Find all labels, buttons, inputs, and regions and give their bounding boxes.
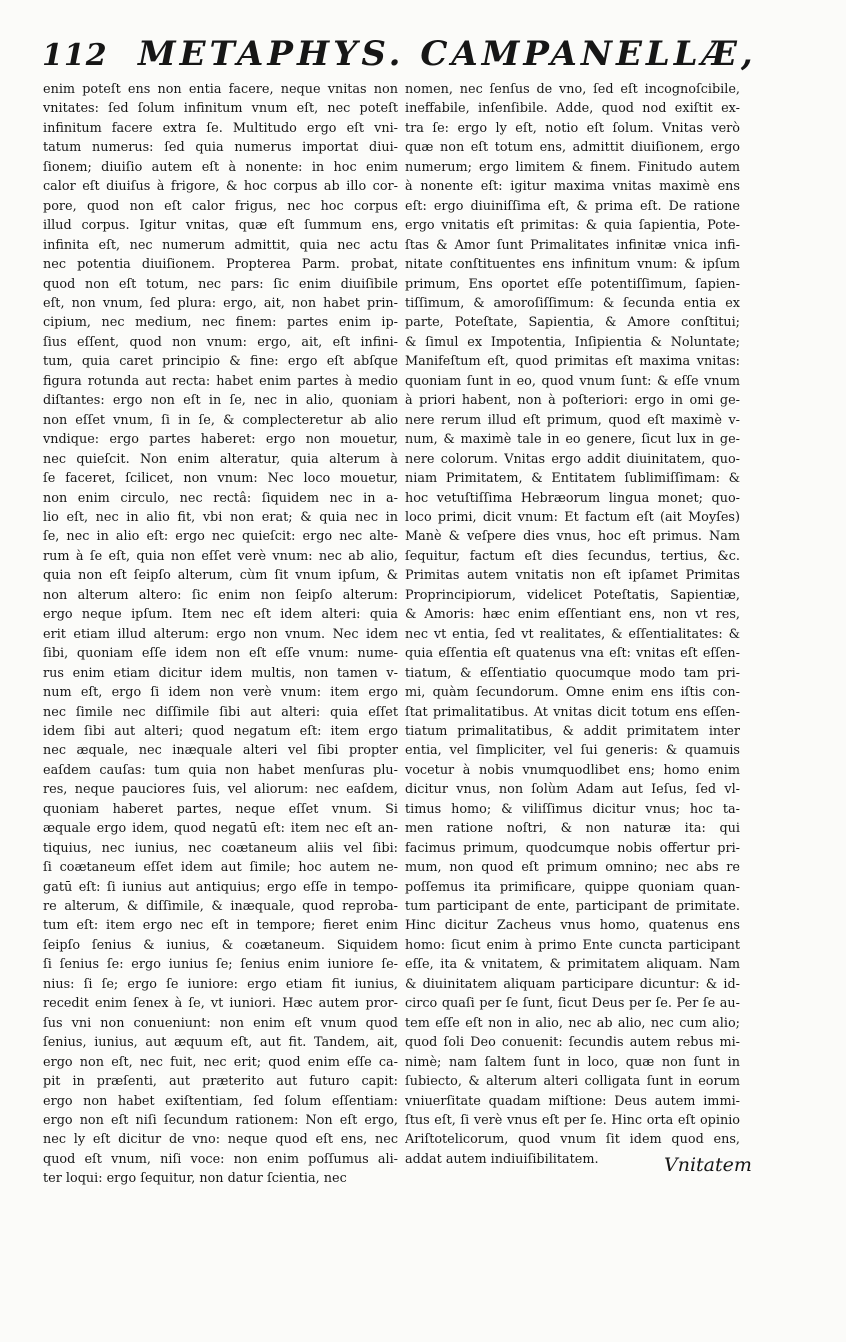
text-line: tiatum, & eſſentiatio quocumque modo tam pri- xyxy=(405,665,740,681)
text-line: quæ non eſt totum ens, admittit diuiſionem, ergo xyxy=(405,140,740,156)
text-line: rus enim etiam dicitur idem multis, non tamen v- xyxy=(43,665,398,681)
text-line: ſi ſenius ſe: ergo iunius ſe; ſenius enim iuniore ſe- xyxy=(43,957,398,973)
text-line: ſionem; diuiſio autem eſt à nonente: in hoc enim xyxy=(43,159,398,175)
text-line: tra ſe: ergo ly eſt, notio eſt ſolum. Vnitas verò xyxy=(405,120,740,136)
text-line: Proprincipiorum, videlicet Poteſtatis, Sapientiæ, xyxy=(405,587,740,603)
text-line: tatum numerus: ſed quia numerus importat diui- xyxy=(43,140,398,156)
text-line: vndique: ergo partes haberet: ergo non mouetur, xyxy=(43,432,398,448)
text-line: vniuerſitate quadam miſtione: Deus autem immi- xyxy=(405,1093,740,1109)
text-line: non enim circulo, nec rectâ: ſiquidem nec in a- xyxy=(43,490,398,506)
page-number: 112 xyxy=(42,38,108,73)
text-line: ergo non eſt, nec fuit, nec erit; quod enim eſſe ca- xyxy=(43,1054,398,1070)
text-line: nere rerum illud eſt primum, quod eſt maximè v- xyxy=(405,412,740,428)
text-line: nec vt entia, ſed vt realitates, & eſſentialitates: & xyxy=(405,626,740,642)
text-line: ſi coætaneum eſſet idem aut ſimile; hoc autem ne- xyxy=(43,860,398,876)
text-line: tum eſt: item ergo nec eſt in tempore; fieret enim xyxy=(43,918,398,934)
text-line: ergo vnitatis eſt primitas: & quia ſapientia, Pote- xyxy=(405,218,740,234)
text-line: ſe, nec in alio eſt: ergo nec quieſcit: ergo nec alte- xyxy=(43,529,398,545)
text-line: non alterum altero: ſic enim non ſeipſo alterum: xyxy=(43,587,398,603)
text-line: re alterum, & diſſimile, & inæquale, quod reproba- xyxy=(43,899,398,915)
text-line: calor eſt diuiſus à frigore, & hoc corpus ab illo cor- xyxy=(43,179,398,195)
text-line: & diuinitatem aliquam participare dicuntur: & id- xyxy=(405,976,740,992)
text-line: quoniam haberet partes, neque eſſet vnum. Si xyxy=(43,801,398,817)
text-line: quod non eſt totum, nec pars: ſic enim diuiſibile xyxy=(43,276,398,292)
text-line: ſe faceret, ſcilicet, non vnum: Nec loco mouetur, xyxy=(43,471,398,487)
text-line: num, & maximè tale in eo genere, ſicut lux in ge- xyxy=(405,432,740,448)
text-line: tum, quia caret principio & fine: ergo eſt abſque xyxy=(43,354,398,370)
text-line: vocetur à nobis vnumquodlibet ens; homo enim xyxy=(405,762,740,778)
text-line: non eſſet vnum, ſi in ſe, & complecteretur ab alio xyxy=(43,412,398,428)
text-line: quoniam ſunt in eo, quod vnum ſunt: & eſſe vnum xyxy=(405,373,740,389)
text-line: eaſdem cauſas: tum quia non habet menſuras plu- xyxy=(43,762,398,778)
text-line: primum, Ens oportet eſſe potentiſſimum, ſapien- xyxy=(405,276,740,292)
text-line: recedit enim ſenex à ſe, vt iuniori. Hæc autem pror- xyxy=(43,996,398,1012)
text-line: gatū eſt: ſi iunius aut antiquius; ergo eſſe in tempo- xyxy=(43,879,398,895)
text-line: figura rotunda aut recta: habet enim partes à medio xyxy=(43,373,398,389)
text-line: pore, quod non eſt calor frigus, nec hoc corpus xyxy=(43,198,398,214)
text-line: ineffabile, inſenſibile. Adde, quod nod exiſtit ex- xyxy=(405,101,740,117)
text-line: quod ſoli Deo conuenit: ſecundis autem rebus mi- xyxy=(405,1035,740,1051)
right-text-column xyxy=(405,80,740,1169)
text-line: Manè & veſpere dies vnus, hoc eſt primus. Nam xyxy=(405,529,740,545)
text-line: lio eſt, nec in alio fit, vbi non erat; & quia nec in xyxy=(43,509,398,525)
text-line: mi, quàm ſecundorum. Omne enim ens iſtis con- xyxy=(405,685,740,701)
text-line: men ratione noſtri, & non naturæ ita: qui xyxy=(405,821,740,837)
text-line: nec ly eſt dicitur de vno: neque quod eſt ens, nec xyxy=(43,1132,398,1148)
text-line: illud corpus. Igitur vnitas, quæ eſt ſummum ens, xyxy=(43,218,398,234)
text-line: cipium, nec medium, nec finem: partes enim ip- xyxy=(43,315,398,331)
text-line: æquale ergo idem, quod negatū eſt: item nec eſt an- xyxy=(43,821,398,837)
text-line: entia, vel ſimpliciter, vel ſui generis: & quamuis xyxy=(405,743,740,759)
text-line: Primitas autem vnitatis non eſt ipſamet Primitas xyxy=(405,568,740,584)
text-line: eſſe, ita & vnitatem, & primitatem aliquam. Nam xyxy=(405,957,740,973)
text-line: nere colorum. Vnitas ergo addit diuinitatem, quo- xyxy=(405,451,740,467)
text-line: nec ſimile nec diſſimile ſibi aut alteri: quia eſſet xyxy=(43,704,398,720)
text-line: ſtat primalitatibus. At vnitas dicit totum ens eſſen- xyxy=(405,704,740,720)
text-line: Ariſtotelicorum, quod vnum ſit idem quod ens, xyxy=(405,1132,740,1148)
text-line: ter loqui: ergo ſequitur, non datur ſcientia, nec xyxy=(43,1171,347,1187)
text-line: & Amoris: hæc enim eſſentiant ens, non vt res, xyxy=(405,607,740,623)
text-line: circo quaſi per ſe ſunt, ſicut Deus per ſe. Per ſe au- xyxy=(405,996,740,1012)
text-line: tum participant de ente, participant de primitate. xyxy=(405,899,740,915)
text-line: ſenius, iunius, aut æquum eſt, aut fit. Tandem, ait, xyxy=(43,1035,398,1051)
left-text-column xyxy=(43,80,398,1189)
text-line: ſtas & Amor ſunt Primalitates infinitæ vnica infi- xyxy=(405,237,740,253)
text-line: hoc vetuſtiſſima Hebræorum lingua monet; quo- xyxy=(405,490,740,506)
text-line: num eſt, ergo ſi idem non verè vnum: item ergo xyxy=(43,685,398,701)
text-line: à priori habent, non à poſteriori: ergo in omi ge- xyxy=(405,393,740,409)
text-line: idem ſibi aut alteri; quod negatum eſt: item ergo xyxy=(43,723,398,739)
text-line: ergo neque ipſum. Item nec eſt idem alteri: quia xyxy=(43,607,398,623)
text-line: addat autem indiuiſibilitatem. xyxy=(405,1151,599,1167)
running-title: METAPHYS. CAMPANELLÆ, xyxy=(138,34,757,74)
text-line: homo: ſicut enim à primo Ente cuncta participant xyxy=(405,937,740,953)
text-line: dicitur vnus, non ſolùm Adam aut Ieſus, ſed vl- xyxy=(405,782,740,798)
text-line: infinitum facere extra ſe. Multitudo ergo eſt vni- xyxy=(43,120,398,136)
text-line: Hinc dicitur Zacheus vnus homo, quatenus ens xyxy=(405,918,740,934)
text-line: res, neque pauciores ſuis, vel aliorum: nec eaſdem, xyxy=(43,782,398,798)
text-line: quod eſt vnum, niſi voce: non enim poſſumus ali- xyxy=(43,1151,398,1167)
text-line: timus homo; & viliſſimus dicitur vnus; hoc ta- xyxy=(405,801,740,817)
text-line: vnitates: ſed ſolum infinitum vnum eſt, nec poteſt xyxy=(43,101,398,117)
text-line: nec æquale, nec inæquale alteri vel ſibi propter xyxy=(43,743,398,759)
page-header xyxy=(30,26,810,76)
text-line: quia non eſt ſeipſo alterum, cùm ſit vnum ipſum, & xyxy=(43,568,398,584)
text-line: ergo non eſt niſi ſecundum rationem: Non eſt ergo, xyxy=(43,1113,398,1129)
text-line: & ſimul ex Impotentia, Inſipientia & Noluntate; xyxy=(405,334,740,350)
text-line: ſius eſſent, quod non vnum: ergo, ait, eſt infini- xyxy=(43,334,398,350)
text-line: tiſſimum, & amoroſiſſimum: & ſecunda entia ex xyxy=(405,295,740,311)
text-line: ſtus eſt, ſi verè vnus eſt per ſe. Hinc orta eſt opinio xyxy=(405,1113,740,1129)
text-line: enim poteſt ens non entia facere, neque vnitas non xyxy=(43,82,398,97)
text-line: Manifeſtum eſt, quod primitas eſt maxima vnitas: xyxy=(405,354,740,370)
text-line: nec potentia diuiſionem. Propterea Parm. probat, xyxy=(43,257,398,273)
text-line: pit in præſenti, aut præterito aut futuro capit: xyxy=(43,1074,398,1090)
text-line: nimè; nam ſaltem ſunt in loco, quæ non ſunt in xyxy=(405,1054,740,1070)
text-line: eſt, non vnum, ſed plura: ergo, ait, non habet prin- xyxy=(43,295,398,311)
text-line: quia eſſentia eſt quatenus vna eſt: vnitas eſt eſſen- xyxy=(405,646,740,662)
text-line: à nonente eſt: igitur maxima vnitas maximè ens xyxy=(405,179,740,195)
text-line: infinita eſt, nec numerum admittit, quia nec actu xyxy=(43,237,398,253)
text-line: tiquius, nec iunius, nec coætaneum aliis vel ſibi: xyxy=(43,840,398,856)
text-line: ſubiecto, & alterum alteri colligata ſunt in eorum xyxy=(405,1074,740,1090)
text-line: poſſemus ita primificare, quippe quoniam quan- xyxy=(405,879,740,895)
text-line: ſequitur, factum eſt dies ſecundus, tertius, &c. xyxy=(405,548,740,564)
text-line: diſtantes: ergo non eſt in ſe, nec in alio, quoniam xyxy=(43,393,398,409)
text-line: ſus vni non conueniunt: non enim eſt vnum quod xyxy=(43,1015,398,1031)
text-line: parte, Poteſtate, Sapientia, & Amore conſtitui; xyxy=(405,315,740,331)
text-line: nomen, nec ſenſus de vno, ſed eſt incognoſcibile, xyxy=(405,82,740,97)
text-line: nec quieſcit. Non enim alteratur, quia alterum à xyxy=(43,451,398,467)
text-line: niam Primitatem, & Entitatem ſublimiſſimam: & xyxy=(405,471,740,487)
text-line: nitate conſtituentes ens infinitum vnum: & ipſum xyxy=(405,257,740,273)
text-line: erit etiam illud alterum: ergo non vnum. Nec idem xyxy=(43,626,398,642)
text-line: eſt: ergo diuiniſſima eſt, & prima eſt. De ratione xyxy=(405,198,740,214)
text-line: tiatum primalitatibus, & addit primitatem inter xyxy=(405,723,740,739)
text-line: loco primi, dicit vnum: Et factum eſt (ait Moyſes) xyxy=(405,509,740,525)
text-line: rum à ſe eſt, quia non eſſet verè vnum: nec ab alio, xyxy=(43,548,398,564)
text-line: tem eſſe eſt non in alio, nec ab alio, nec cum alio; xyxy=(405,1015,740,1031)
text-line: ergo non habet exiſtentiam, ſed ſolum eſſentiam: xyxy=(43,1093,398,1109)
text-line: ſeipſo ſenius & iunius, & coætaneum. Siquidem xyxy=(43,937,398,953)
text-line: ſibi, quoniam eſſe idem non eſt eſſe vnum: nume- xyxy=(43,646,398,662)
catchword: Vnitatem xyxy=(664,1154,752,1176)
text-line: nius: ſi ſe; ergo ſe iuniore: ergo etiam fit iunius, xyxy=(43,976,398,992)
text-line: mum, non quod eſt primum omnino; nec abs re xyxy=(405,860,740,876)
text-line: facimus primum, quodcumque nobis offertur pri- xyxy=(405,840,740,856)
text-line: numerum; ergo limitem & finem. Finitudo autem xyxy=(405,159,740,175)
